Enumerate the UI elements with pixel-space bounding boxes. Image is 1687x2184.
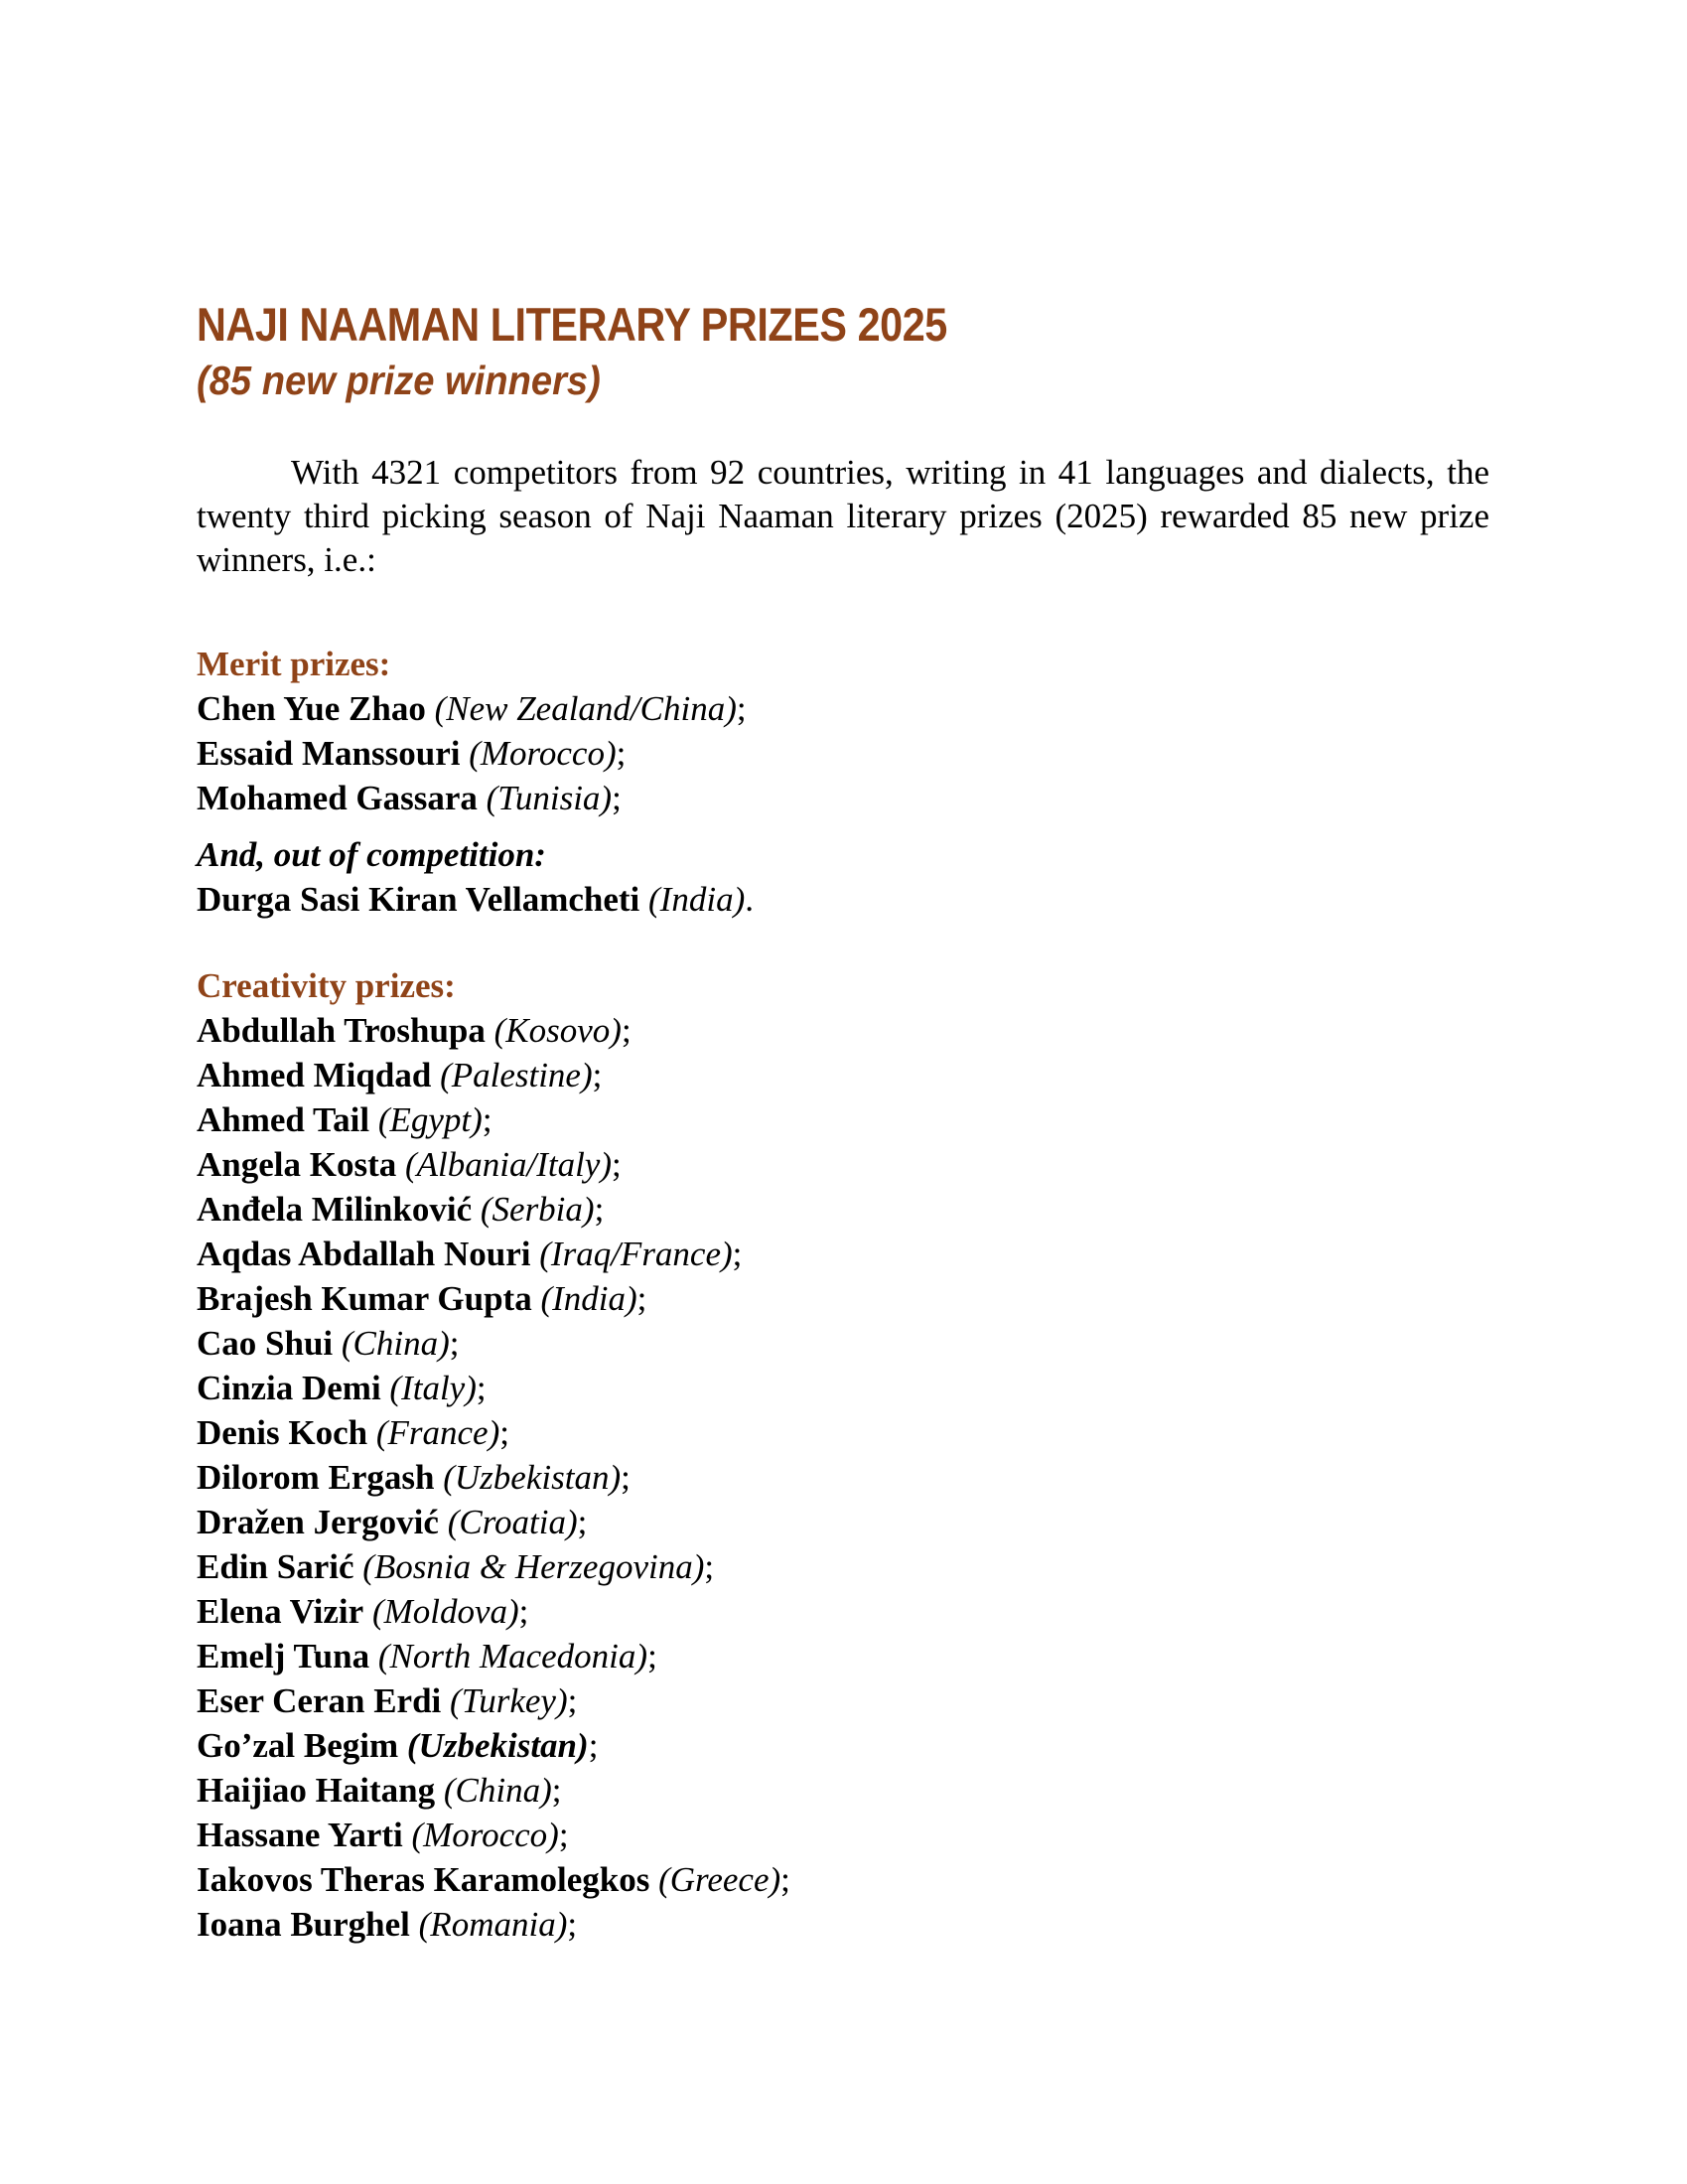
section-heading: Creativity prizes: xyxy=(197,966,456,1005)
section-heading: Merit prizes: xyxy=(197,645,391,683)
winner-item xyxy=(197,1768,1489,1813)
winner-name: Haijiao Haitang xyxy=(197,1771,436,1810)
winner-name: Denis Koch xyxy=(197,1413,368,1452)
winner-item xyxy=(197,1232,1489,1276)
winner-item xyxy=(197,1500,1489,1544)
winner-item xyxy=(197,1589,1489,1634)
winner-name: Angela Kosta xyxy=(197,1145,397,1184)
winner-separator: ; xyxy=(567,1905,578,1944)
winner-item xyxy=(197,1366,1489,1410)
winner-country: (France) xyxy=(375,1413,500,1452)
winner-separator: ; xyxy=(621,1011,632,1050)
winner-item xyxy=(197,1678,1489,1723)
winner-country: (Bosnia & Herzegovina) xyxy=(362,1547,705,1586)
winner-separator: ; xyxy=(647,1637,657,1675)
winner-separator: ; xyxy=(636,1279,647,1318)
winner-item xyxy=(197,1455,1489,1500)
prize-section xyxy=(197,642,1489,922)
winner-country: (India) xyxy=(648,880,746,919)
winner-country: (Albania/Italy) xyxy=(405,1145,613,1184)
winner-name: Eser Ceran Erdi xyxy=(197,1681,442,1720)
prize-section xyxy=(197,963,1489,1947)
winner-separator: ; xyxy=(551,1771,562,1810)
document-title: NAJI NAAMAN LITERARY PRIZES 2025 xyxy=(197,298,947,351)
winner-separator: ; xyxy=(704,1547,715,1586)
winner-separator: ; xyxy=(588,1726,599,1765)
winner-name: Emelj Tuna xyxy=(197,1637,370,1675)
winner-name: Hassane Yarti xyxy=(197,1816,403,1854)
winner-separator: ; xyxy=(476,1369,487,1407)
winner-item xyxy=(197,1723,1489,1768)
winner-country: (North Macedonia) xyxy=(377,1637,648,1675)
winner-country: (Palestine) xyxy=(440,1056,593,1094)
winner-separator: ; xyxy=(621,1458,631,1497)
winner-item xyxy=(197,731,1489,776)
winner-item xyxy=(197,1902,1489,1947)
winner-separator: ; xyxy=(518,1592,529,1631)
winner-country: (Greece) xyxy=(658,1860,781,1899)
winner-country: (China) xyxy=(443,1771,552,1810)
winner-name: Edin Sarić xyxy=(197,1547,354,1586)
winner-name: Durga Sasi Kiran Vellamcheti xyxy=(197,880,640,919)
winner-country: (Moldova) xyxy=(371,1592,519,1631)
winner-item xyxy=(197,686,1489,731)
winner-separator: ; xyxy=(736,689,747,728)
document-subtitle: (85 new prize winners) xyxy=(197,358,601,403)
winner-separator: ; xyxy=(732,1235,743,1273)
winner-separator: ; xyxy=(616,734,627,773)
winner-name: Dilorom Ergash xyxy=(197,1458,435,1497)
winner-separator: ; xyxy=(577,1503,588,1541)
winner-country: (Serbia) xyxy=(480,1190,595,1229)
out-of-competition-note: And, out of competition: xyxy=(197,835,546,874)
winner-item xyxy=(197,1187,1489,1232)
winner-item xyxy=(197,1544,1489,1589)
winner-country: (Iraq/France) xyxy=(539,1235,733,1273)
winner-separator: ; xyxy=(558,1816,569,1854)
winner-country: (New Zealand/China) xyxy=(434,689,737,728)
winner-name: Dražen Jergović xyxy=(197,1503,439,1541)
winner-name: Ahmed Tail xyxy=(197,1100,370,1139)
winner-country: (Croatia) xyxy=(447,1503,578,1541)
winner-name: Brajesh Kumar Gupta xyxy=(197,1279,532,1318)
winner-country: (Turkey) xyxy=(450,1681,568,1720)
winner-separator: ; xyxy=(499,1413,509,1452)
winner-item xyxy=(197,1276,1489,1321)
winner-list xyxy=(197,686,1489,820)
winner-name: Aqdas Abdallah Nouri xyxy=(197,1235,531,1273)
winner-separator: ; xyxy=(449,1324,460,1363)
winner-name: Elena Vizir xyxy=(197,1592,364,1631)
winner-name: Abdullah Troshupa xyxy=(197,1011,486,1050)
winner-item xyxy=(197,1857,1489,1902)
winner-item xyxy=(197,1410,1489,1455)
winner-separator: ; xyxy=(594,1190,605,1229)
winner-country: (Uzbekistan) xyxy=(443,1458,622,1497)
winner-country: (Uzbekistan) xyxy=(406,1726,589,1765)
winner-name: Essaid Manssouri xyxy=(197,734,461,773)
out-of-competition-winner-list xyxy=(197,877,1489,922)
winner-name: Mohamed Gassara xyxy=(197,779,478,817)
winner-name: Go’zal Begim xyxy=(197,1726,399,1765)
winner-item xyxy=(197,1008,1489,1053)
winner-country: (India) xyxy=(540,1279,637,1318)
prize-sections xyxy=(197,642,1489,1947)
winner-separator: ; xyxy=(592,1056,603,1094)
winner-country: (China) xyxy=(341,1324,450,1363)
winner-item xyxy=(197,776,1489,820)
winner-country: (Morocco) xyxy=(469,734,617,773)
winner-item xyxy=(197,1142,1489,1187)
winner-country: (Kosovo) xyxy=(493,1011,622,1050)
winner-item xyxy=(197,1097,1489,1142)
winner-country: (Italy) xyxy=(389,1369,477,1407)
winner-item xyxy=(197,1634,1489,1678)
winner-item xyxy=(197,1053,1489,1097)
winner-separator: ; xyxy=(567,1681,578,1720)
winner-separator: ; xyxy=(612,779,622,817)
winner-name: Anđela Milinković xyxy=(197,1190,473,1229)
document-content xyxy=(197,298,1489,1947)
intro-paragraph: With 4321 competitors from 92 countries, writing in 41 languages and dialects, the twenty third picking season of Naji Naaman literary prizes (2025) rewarded 85 new prize winners, i.e.: xyxy=(197,453,1489,579)
winner-name: Ahmed Miqdad xyxy=(197,1056,432,1094)
winner-name: Chen Yue Zhao xyxy=(197,689,426,728)
winner-country: (Egypt) xyxy=(377,1100,483,1139)
title-block xyxy=(197,298,1489,405)
winner-separator: ; xyxy=(612,1145,622,1184)
winner-country: (Morocco) xyxy=(411,1816,559,1854)
winner-country: (Tunisia) xyxy=(486,779,613,817)
winner-name: Ioana Burghel xyxy=(197,1905,410,1944)
winner-separator: ; xyxy=(780,1860,790,1899)
winner-name: Iakovos Theras Karamolegkos xyxy=(197,1860,650,1899)
winner-separator: . xyxy=(745,880,754,919)
winner-item xyxy=(197,1813,1489,1857)
winner-list xyxy=(197,1008,1489,1947)
winner-name: Cinzia Demi xyxy=(197,1369,381,1407)
winner-country: (Romania) xyxy=(418,1905,568,1944)
winner-separator: ; xyxy=(482,1100,492,1139)
winner-item xyxy=(197,1321,1489,1366)
winner-item xyxy=(197,877,1489,922)
winner-name: Cao Shui xyxy=(197,1324,334,1363)
